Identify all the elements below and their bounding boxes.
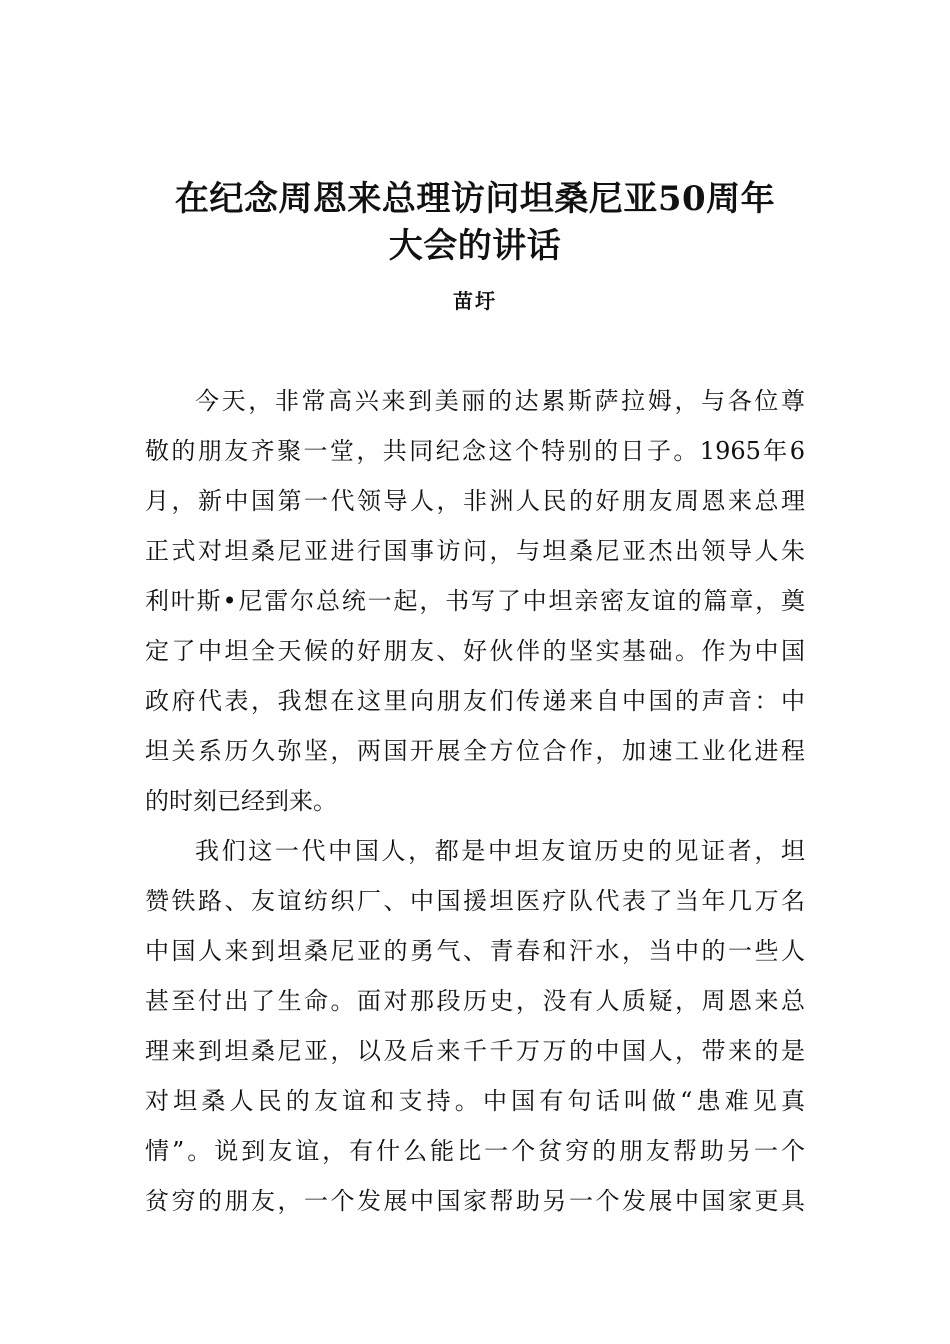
paragraph-1-line: 政府代表，我想在这里向朋友们传递来自中国的声音：中 (145, 687, 805, 715)
paragraph-2-line: 情”。说到友谊，有什么能比一个贫穷的朋友帮助另一个 (145, 1137, 805, 1165)
paragraph-2-line: 中国人来到坦桑尼亚的勇气、青春和汗水，当中的一些人 (145, 937, 805, 965)
document-body (145, 376, 805, 1226)
paragraph-1-line: 敬的朋友齐聚一堂，共同纪念这个特别的日子。1965年6 (145, 437, 805, 465)
paragraph-1-line: 定了中坦全天候的好朋友、好伙伴的坚实基础。作为中国 (145, 637, 805, 665)
paragraph-2-line: 甚至付出了生命。面对那段历史，没有人质疑，周恩来总 (145, 987, 805, 1015)
paragraph-1-line: 利叶斯•尼雷尔总统一起，书写了中坦亲密友谊的篇章，奠 (145, 587, 805, 615)
paragraph-2-line: 对坦桑人民的友谊和支持。中国有句话叫做“患难见真 (145, 1087, 805, 1115)
paragraph-2-line: 理来到坦桑尼亚，以及后来千千万万的中国人，带来的是 (145, 1037, 805, 1065)
author-name: 苗圩 (453, 289, 497, 313)
paragraph-1-line: 的时刻已经到来。 (145, 787, 337, 815)
paragraph-2-line: 贫穷的朋友，一个发展中国家帮助另一个发展中国家更具 (145, 1187, 805, 1215)
paragraph-1-line: 月，新中国第一代领导人，非洲人民的好朋友周恩来总理 (145, 487, 805, 515)
document-title-line-2: 大会的讲话 (388, 226, 562, 266)
paragraph-1-line: 正式对坦桑尼亚进行国事访问，与坦桑尼亚杰出领导人朱 (145, 537, 805, 565)
paragraph-1-line: 坦关系历久弥坚，两国开展全方位合作，加速工业化进程 (145, 737, 805, 765)
paragraph-2-line: 我们这一代中国人，都是中坦友谊历史的见证者，坦 (195, 837, 805, 865)
paragraph-2-line: 赞铁路、友谊纺织厂、中国援坦医疗队代表了当年几万名 (145, 887, 805, 915)
paragraph-1-line: 今天，非常高兴来到美丽的达累斯萨拉姆，与各位尊 (195, 387, 805, 415)
document-title-line-1: 在纪念周恩来总理访问坦桑尼亚50周年 (174, 179, 776, 219)
